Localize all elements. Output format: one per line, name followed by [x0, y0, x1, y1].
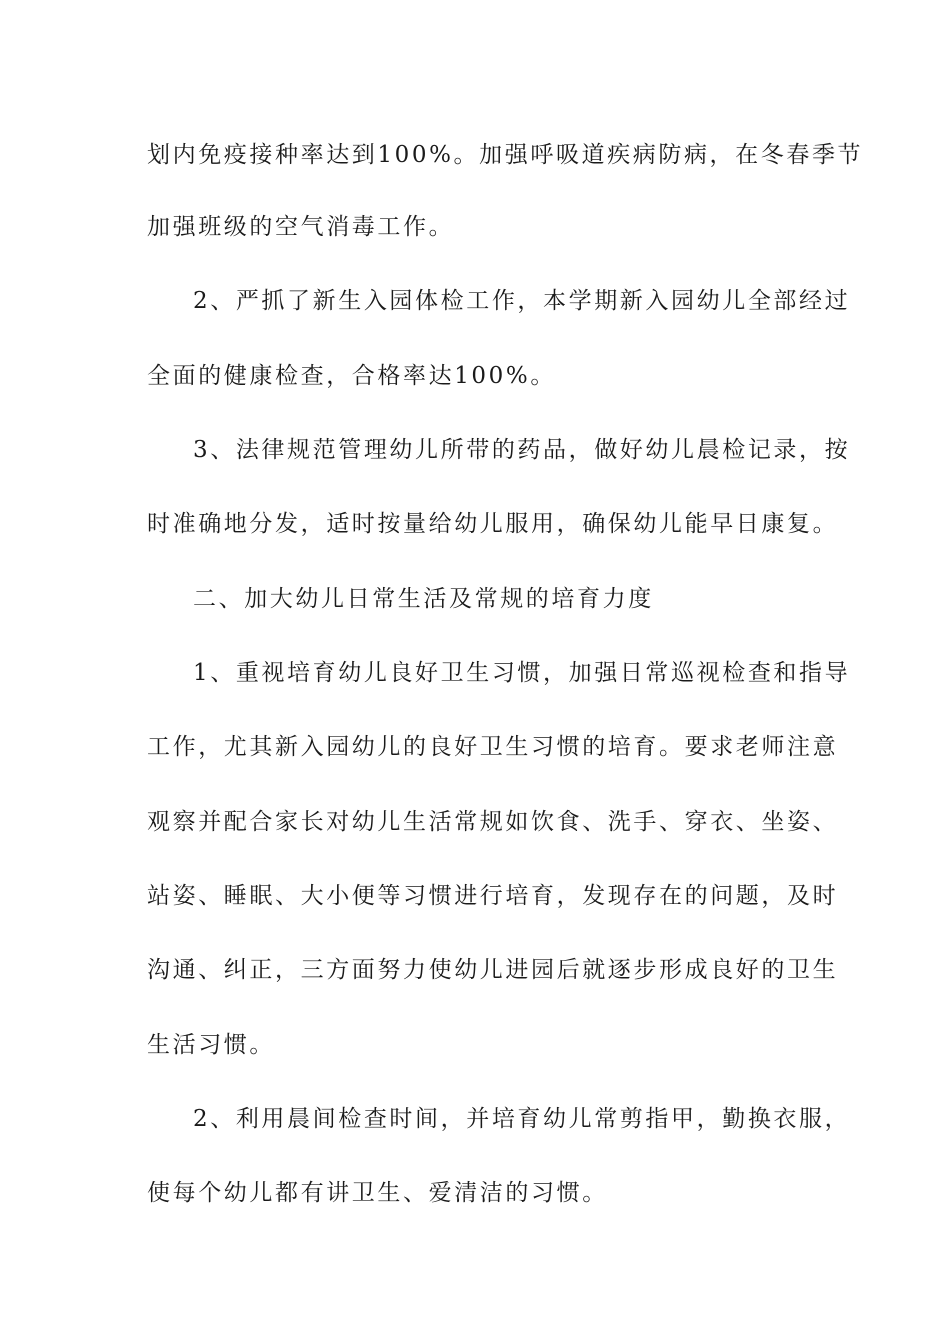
text-line: 生活习惯。 [147, 1032, 275, 1058]
text-line: 加强班级的空气消毒工作。 [147, 214, 455, 240]
text-line: 时准确地分发，适时按量给幼儿服用，确保幼儿能早日康复。 [147, 511, 839, 537]
section-heading: 二、加大幼儿日常生活及常规的培育力度 [193, 586, 654, 612]
text-line: 划内免疫接种率达到100%。加强呼吸道疾病防病，在冬春季节 [147, 142, 864, 168]
paragraph-start-line: 2、利用晨间检查时间，并培育幼儿常剪指甲，勤换衣服， [193, 1106, 851, 1132]
paragraph-start-line: 2、严抓了新生入园体检工作，本学期新入园幼儿全部经过 [193, 288, 851, 314]
text-line: 观察并配合家长对幼儿生活常规如饮食、洗手、穿衣、坐姿、 [147, 809, 839, 835]
text-line: 全面的健康检查，合格率达100%。 [147, 363, 556, 389]
text-line: 工作，尤其新入园幼儿的良好卫生习惯的培育。要求老师注意 [147, 734, 839, 760]
text-line: 沟通、纠正，三方面努力使幼儿进园后就逐步形成良好的卫生 [147, 957, 839, 983]
text-line: 站姿、睡眠、大小便等习惯进行培育，发现存在的问题，及时 [147, 883, 839, 909]
text-line: 使每个幼儿都有讲卫生、爱清洁的习惯。 [147, 1180, 608, 1206]
paragraph-start-line: 3、法律规范管理幼儿所带的药品，做好幼儿晨检记录，按 [193, 437, 851, 463]
paragraph-start-line: 1、重视培育幼儿良好卫生习惯，加强日常巡视检查和指导 [193, 660, 851, 686]
